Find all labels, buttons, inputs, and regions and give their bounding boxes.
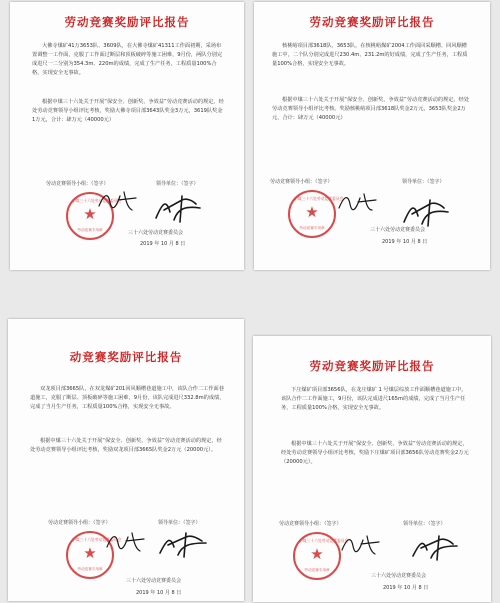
report-paragraph-2: 根据中煤三十六处关于开展“保安全、创新奖、争效益”劳动竞赛活动的规定，经处劳动竞赛领导小组评比考核，奖励下庄煤矿项目部3656队劳动竞赛奖金2万元（20000元）。: [281, 441, 469, 465]
leader-unit-label: 领导单位：（签字）: [402, 179, 445, 185]
report-paragraph-1: 核桃峪项目部3618队、3653队，在核桃峪煤矿2004工作面回采顺槽、回风顺槽施工中，二个队分别完成进尺230.4m、231.2m的好成绩，完成了生产任务，工程质量100%合格，实现安全无事故。: [272, 43, 468, 67]
signature-1: [104, 529, 148, 555]
official-stamp: 中煤三十六处劳动竞赛委员会 ★ 劳动竞赛专用章: [66, 192, 114, 240]
report-paragraph-1: 双龙项目部3665队，在双龙煤矿201回风顺槽巷道施工中，该队合作二工作面巷道施工，克服了断层、顶板破碎等施工困难，9月份，该队完成进尺332.8m的成绩，完成了当月生产任务，工程质量100%合格，实现安全无事故。: [30, 386, 225, 410]
official-stamp: 中煤三十六处劳动竞赛委员会 ★ 劳动竞赛专用章: [66, 531, 114, 579]
signature-2: [156, 529, 210, 559]
signature-1: [339, 532, 383, 558]
leader-unit-label: 领导单位：（签字）: [403, 521, 446, 527]
leader-group-label: 劳动竞赛领导小组：（签字）: [46, 181, 109, 187]
committee-name: 三十六处劳动竞赛委员会: [128, 230, 184, 236]
leader-unit-label: 领导单位：（签字）: [156, 181, 199, 187]
report-title: 劳动竞赛奖励评比报告: [64, 15, 190, 29]
report-date: 2019 年 10 月 8 日: [136, 590, 182, 596]
report-paragraph-1: 下庄煤矿项目部3656队，在龙庄煤矿 1 号煤层综放工作面顺槽巷道施工中，该队合作二工作面施工，9月份，该队完成进尺165m的成绩，完成了当月生产任务，工程质量100%合格，实现安全无事故。: [281, 387, 467, 411]
report-date: 2019 年 10 月 8 日: [140, 241, 186, 247]
signature-2: [152, 192, 204, 226]
star-icon: ★: [83, 205, 97, 223]
signature-2: [400, 194, 452, 228]
report-paragraph-1: 大佛寺煤矿41万3653队、3609队，在大佛寺煤矿41311工作面初期，采场布置调整一工作面，克服了工作面过断层和顶板破碎等施工困难，9月份，两队分别完成进尺一二分别为354.3m、220m的成绩，完成了生产任务，工程质量100%合格，实现安全无事故。: [32, 43, 223, 76]
report-title: 动竞赛奖励评比报告: [69, 350, 183, 364]
star-icon: ★: [83, 544, 97, 562]
leader-unit-label: 领导单位：（签字）: [158, 520, 201, 526]
report-sheet-3: [8, 319, 244, 601]
leader-group-label: 劳动竞赛领导小组：（签字）: [279, 521, 342, 527]
committee-name: 三十六处劳动竞赛委员会: [126, 578, 182, 584]
report-title: 劳动竞赛奖励评比报告: [309, 15, 435, 29]
report-paragraph-2: 根据中煤三十六处关于开展“保安全、创新奖、争效益”劳动竞赛活动的规定，经处劳动竞赛领导小组评比考核，奖励双龙项目部3665队奖金2万元（20000元）。: [30, 438, 222, 453]
report-date: 2019 年 10 月 8 日: [382, 239, 428, 245]
committee-name: 三十六处劳动竞赛委员会: [370, 227, 426, 233]
leader-group-label: 劳动竞赛领导小组：（签字）: [270, 179, 333, 185]
committee-name: 三十六处劳动竞赛委员会: [371, 573, 427, 579]
report-sheet-1: [10, 2, 244, 270]
report-paragraph-2: 根据中煤三十六处关于开展“保安全、创新奖、争效益”劳动竞赛活动的规定，经处劳动竞赛领导小组评比考核，奖励大佛寺项目部3643队奖金3万元，3619队奖金1万元，合计：肆万元（40000元）: [32, 99, 224, 123]
signature-2: [409, 532, 461, 562]
signature-1: [336, 188, 380, 214]
leader-group-label: 劳动竞赛领导小组：（签字）: [48, 520, 111, 526]
report-sheet-4: [253, 336, 491, 602]
report-title: 劳动竞赛奖励评比报告: [309, 359, 435, 373]
star-icon: ★: [310, 545, 324, 563]
report-sheet-2: [254, 2, 490, 270]
signature-1: [96, 188, 140, 214]
star-icon: ★: [305, 203, 319, 221]
official-stamp: 中煤三十六处劳动竞赛委员会 ★ 劳动竞赛专用章: [288, 190, 336, 238]
report-paragraph-2: 根据中煤三十六处关于开展“保安全、创新奖、争效益”劳动竞赛活动的规定，经处劳动竞赛领导小组评比考核，奖励核桃峪项目部3618队奖金2万元，3653队奖金2万元，合计：肆万元（40000元）: [272, 97, 469, 121]
official-stamp: 中煤三十六处劳动竞赛委员会 ★ 劳动竞赛专用章: [293, 532, 341, 580]
report-date: 2019 年 10 月 8 日: [383, 585, 429, 591]
